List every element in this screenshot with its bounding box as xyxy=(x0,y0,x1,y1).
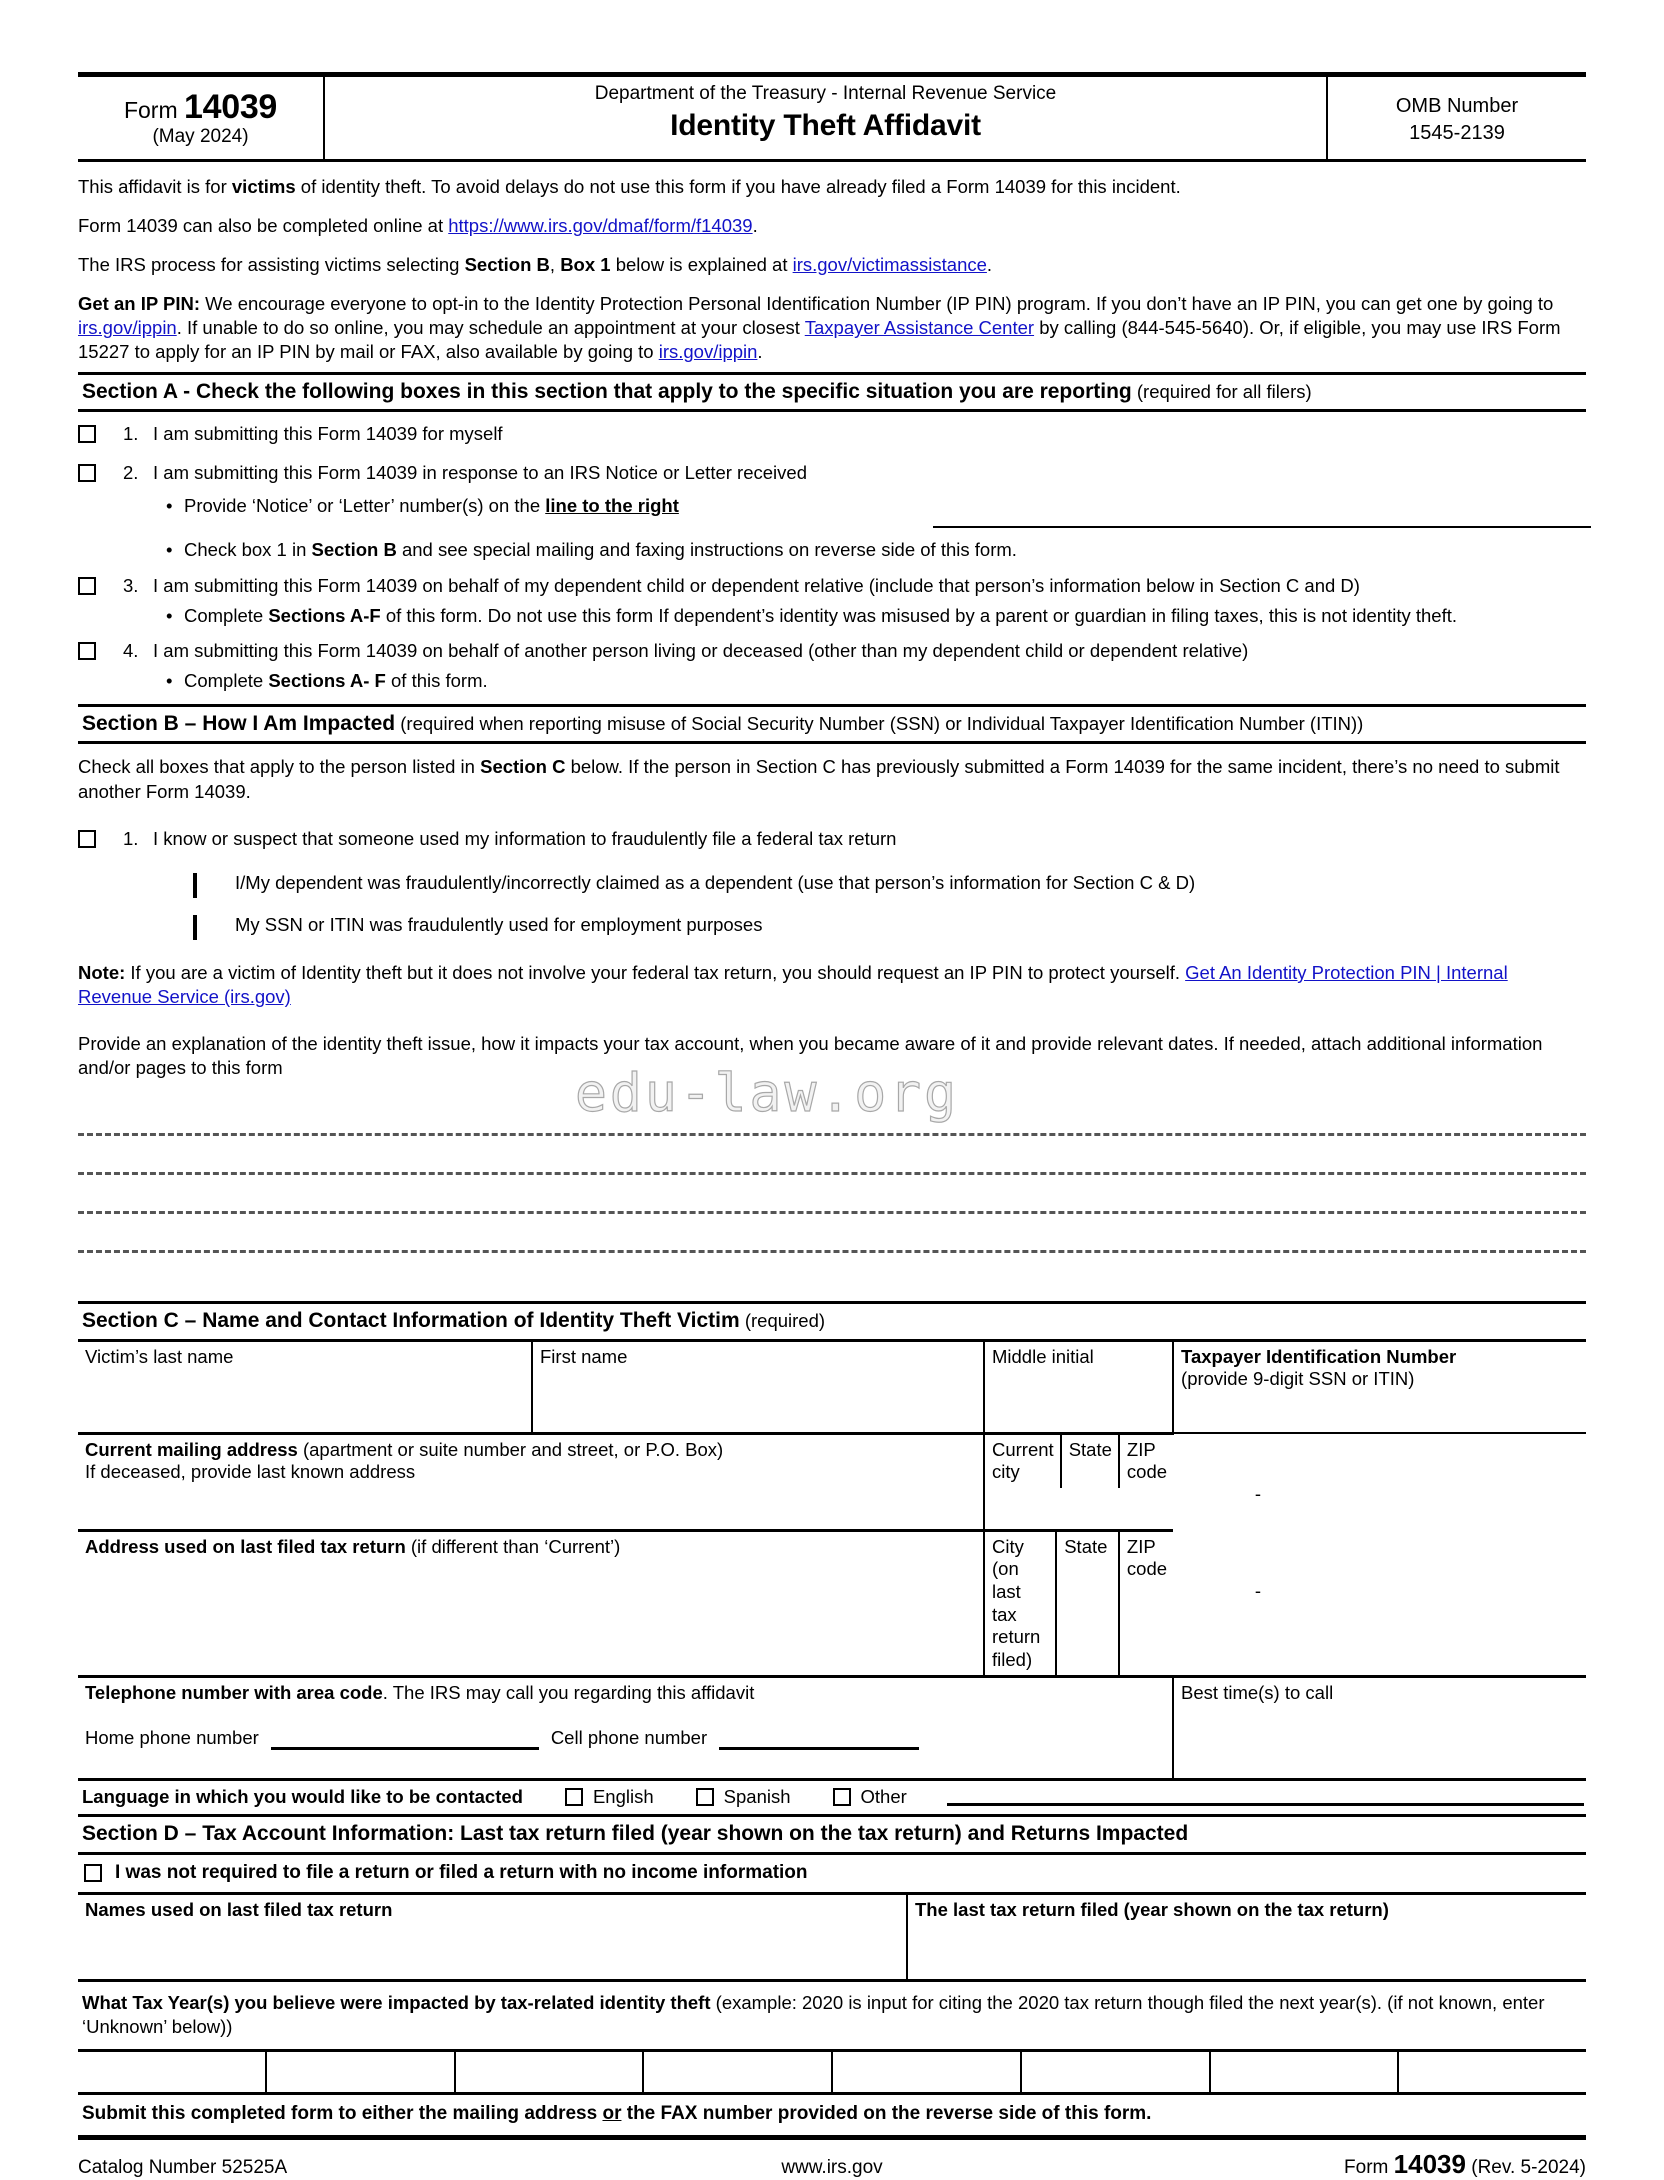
table-row-name xyxy=(78,1340,1586,1433)
section-b-sub-2[interactable] xyxy=(193,914,1586,939)
intro-p3-c: , xyxy=(549,254,561,276)
language-other-input[interactable] xyxy=(947,1788,1584,1806)
language-option-english[interactable] xyxy=(565,1786,654,1808)
tax-years-label: What Tax Year(s) you believe were impacted by tax-related identity theft xyxy=(82,1992,711,2014)
checkbox-language-spanish[interactable] xyxy=(696,1788,714,1806)
section-d-title: Section D – Tax Account Information: Last tax return filed (year shown on the tax return) and Returns Impacted xyxy=(82,1822,1189,1846)
section-c-title: Section C – Name and Contact Information of Identity Theft Victim xyxy=(82,1308,740,1332)
tax-year-grid xyxy=(78,2049,1586,2095)
section-a-title: Section A - Check the following boxes in this section that apply to the specific situation you are reporting xyxy=(82,380,1132,404)
section-b-item-1-number: 1. xyxy=(123,828,139,850)
section-a-item-1[interactable] xyxy=(78,422,1586,446)
checkbox-b-employment[interactable] xyxy=(193,915,197,940)
cell-first-name[interactable] xyxy=(532,1340,984,1433)
checkbox-a1[interactable] xyxy=(78,425,96,443)
section-b-subtitle: (required when reporting misuse of Social Security Number (SSN) or Individual Taxpayer Identification Number (ITIN)) xyxy=(395,713,1364,735)
tax-years-sublabel: (example: 2020 is input for citing the 2020 tax return though filed the next year(s). (if not known, enter ‘Unknown’ below)) xyxy=(82,1992,1545,2038)
bullet-3a-post: of this form. Do not use this form If dependent’s identity was misused by a parent or guardian in filing taxes, this is not identity theft. xyxy=(380,604,1458,626)
checkbox-a1-wrap[interactable] xyxy=(78,422,123,443)
cell-telephone xyxy=(78,1677,1173,1780)
intro-paragraph-3 xyxy=(78,253,1586,277)
section-a-banner xyxy=(78,372,1586,412)
ippin-link-2[interactable]: irs.gov/ippin xyxy=(658,341,758,363)
intro-p2-a: Form 14039 can also be completed online at xyxy=(78,215,449,237)
section-a-item-2-label: I am submitting this Form 14039 in response to an IRS Notice or Letter received xyxy=(153,461,807,483)
tin-label: Taxpayer Identification Number xyxy=(1181,1345,1457,1367)
cell-last-zip[interactable] xyxy=(1119,1532,1262,1675)
last-address-label: Address used on last filed tax return xyxy=(85,1535,406,1557)
table-row-current-address xyxy=(78,1433,1586,1530)
intro-p4-b: . If unable to do so online, you may schedule an appointment at your closest xyxy=(176,317,805,339)
header-department: Department of the Treasury - Internal Revenue Service xyxy=(594,83,1057,104)
section-a-bullet-2a xyxy=(166,494,1586,519)
bullet-4a-bold: Sections A- F xyxy=(268,670,386,692)
submit-post: the FAX number provided on the reverse side of this form. xyxy=(621,2103,1152,2125)
bullet-icon: • xyxy=(166,494,173,516)
tax-year-cell-6[interactable] xyxy=(1022,2052,1211,2092)
cell-city-state-zip-group xyxy=(984,1433,1262,1530)
form-header xyxy=(78,77,1586,162)
last-city-state-zip-table xyxy=(985,1532,1262,1675)
cell-tin[interactable] xyxy=(1173,1340,1586,1433)
section-a-item-4[interactable] xyxy=(78,639,1586,663)
section-b-item-1[interactable] xyxy=(78,827,1586,851)
section-d-not-required-row[interactable] xyxy=(78,1855,1586,1895)
section-a-item-2-number: 2. xyxy=(123,461,139,483)
checkbox-a4-wrap[interactable] xyxy=(78,639,123,660)
cell-phone-input[interactable] xyxy=(719,1727,919,1750)
cell-last-state[interactable] xyxy=(1056,1532,1119,1675)
cell-last-city-state-zip-group xyxy=(984,1530,1262,1676)
section-a-body xyxy=(78,412,1586,694)
bullet-2b-post: and see special mailing and faxing instructions on reverse side of this form. xyxy=(396,539,1017,561)
cell-last-return-filed[interactable] xyxy=(907,1895,1586,1981)
site-watermark: edu-law.org xyxy=(575,1063,959,1124)
checkbox-not-required-to-file[interactable] xyxy=(84,1864,102,1882)
notice-number-input-line[interactable] xyxy=(933,526,1591,528)
section-b-sub-2-label: My SSN or ITIN was fraudulently used for employment purposes xyxy=(235,914,763,936)
intro-block xyxy=(78,162,1586,364)
cell-last-filed-address[interactable] xyxy=(78,1530,984,1676)
explain-spacer xyxy=(78,1081,1586,1133)
bullet-2a-bold: line to the right xyxy=(545,494,679,516)
section-a-item-4-label: I am submitting this Form 14039 on behalf of another person living or deceased (other than my dependent child or dependent relative) xyxy=(153,640,1249,662)
current-state-label: State xyxy=(1068,1438,1112,1460)
first-name-label: First name xyxy=(540,1345,628,1367)
current-zip-label: ZIP code xyxy=(1126,1438,1168,1483)
names-used-label: Names used on last filed tax return xyxy=(85,1899,393,1921)
victim-last-name-label: Victim’s last name xyxy=(85,1345,234,1367)
current-zip-dash: - xyxy=(1254,1482,1262,1504)
section-b-intro-b: below. If the person in Section C has previously submitted a Form 14039 for the same incident, there’s no need to submit another Form 14039. xyxy=(78,756,1560,802)
checkbox-b-employment-wrap[interactable] xyxy=(193,914,235,939)
last-address-sublabel: (if different than ‘Current’) xyxy=(405,1535,621,1557)
intro-p4-a: We encourage everyone to opt-in to the Identity Protection Personal Identification Number (IP PIN) program. If you don’t have an IP PIN, you can get one by going to xyxy=(200,293,1554,315)
ippin-link-1[interactable]: irs.gov/ippin xyxy=(78,317,177,339)
bullet-2a-pre: Provide ‘Notice’ or ‘Letter’ number(s) on the xyxy=(184,494,546,516)
section-a-item-3-label: I am submitting this Form 14039 on behalf of my dependent child or dependent relative (include that person’s information below in Section C and D) xyxy=(153,574,1360,596)
telephone-label: Telephone number with area code xyxy=(85,1682,383,1704)
page-title: Identity Theft Affidavit xyxy=(670,109,981,142)
table-row-phone xyxy=(78,1677,1586,1780)
form-footer xyxy=(78,2140,1586,2180)
checkbox-a2-wrap[interactable] xyxy=(78,461,123,482)
intro-paragraph-2 xyxy=(78,214,1586,238)
checkbox-b-dependent[interactable] xyxy=(193,873,197,898)
middle-initial-label: Middle initial xyxy=(992,1345,1094,1367)
intro-p4-d: . xyxy=(757,341,763,363)
last-city-label: City (on last tax return filed) xyxy=(992,1535,1041,1670)
bullet-icon: • xyxy=(166,670,173,692)
checkbox-language-english[interactable] xyxy=(565,1788,583,1806)
intro-p3-box1: Box 1 xyxy=(560,254,611,276)
bullet-2b-bold: Section B xyxy=(311,539,397,561)
language-label: Language in which you would like to be contacted xyxy=(82,1786,523,1808)
tax-year-cell-3[interactable] xyxy=(456,2052,645,2092)
section-c-table xyxy=(78,1339,1586,1781)
cell-current-mailing-address[interactable] xyxy=(78,1433,984,1530)
get-ip-pin-link[interactable]: Get An Identity Protection PIN | Internal Revenue Service (irs.gov) xyxy=(78,962,1508,1008)
intro-p3-a: The IRS process for assisting victims selecting xyxy=(78,254,465,276)
header-revision-date: (May 2024) xyxy=(152,126,249,148)
section-b-intro-a: Check all boxes that apply to the person listed in xyxy=(78,756,481,778)
intro-p2-b: . xyxy=(752,215,758,237)
telephone-sublabel: . The IRS may call you regarding this affidavit xyxy=(382,1682,755,1704)
section-b-note xyxy=(78,961,1586,1010)
intro-p3-sectionb: Section B xyxy=(464,254,550,276)
section-a-item-1-number: 1. xyxy=(123,423,139,445)
checkbox-b-dependent-wrap[interactable] xyxy=(193,872,235,897)
header-form-id xyxy=(78,77,325,159)
intro-p1-c: of identity theft. To avoid delays do not use this form if you have already filed a Form 14039 for this incident. xyxy=(295,176,1181,197)
cell-current-city[interactable] xyxy=(985,1435,1061,1488)
section-c-subtitle: (required) xyxy=(739,1309,826,1331)
tax-years-instructions xyxy=(78,1982,1586,2049)
checkbox-language-other[interactable] xyxy=(833,1788,851,1806)
section-b-banner xyxy=(78,704,1586,744)
intro-p3-f: . xyxy=(986,254,993,276)
section-b-explain-instructions: Provide an explanation of the identity theft issue, how it impacts your tax account, when you became aware of it and provide relevant dates. If needed, attach additional information and/or pages to this form xyxy=(78,1032,1543,1079)
intro-p4-c: by calling (844-545-5640). Or, if eligible, you may use IRS Form 15227 to apply for an IP PIN by mail or FAX, also available by going to xyxy=(78,317,1561,363)
cell-last-city[interactable] xyxy=(985,1532,1056,1675)
last-zip-label: ZIP code xyxy=(1126,1535,1168,1580)
tax-year-cell-2[interactable] xyxy=(267,2052,456,2092)
tin-sublabel: (provide 9-digit SSN or ITIN) xyxy=(1181,1368,1415,1390)
section-a-item-2[interactable] xyxy=(78,461,1586,485)
section-a-item-1-label: I am submitting this Form 14039 for myself xyxy=(153,423,503,445)
section-c-banner xyxy=(78,1301,1586,1339)
footer-revision: (Rev. 5-2024) xyxy=(1465,2157,1586,2179)
tax-year-cell-4[interactable] xyxy=(644,2052,833,2092)
cell-current-zip[interactable] xyxy=(1119,1435,1262,1504)
catalog-number: Catalog Number 52525A xyxy=(78,2157,288,2179)
language-row xyxy=(78,1781,1586,1817)
submit-instructions xyxy=(78,2095,1586,2140)
bullet-2b-pre: Check box 1 in xyxy=(184,539,312,561)
language-option-other[interactable] xyxy=(833,1786,907,1808)
bullet-icon: • xyxy=(166,539,173,561)
section-b-sub-1[interactable] xyxy=(193,872,1586,897)
section-a-item-4-number: 4. xyxy=(123,640,139,662)
checkbox-b1[interactable] xyxy=(78,830,96,848)
mailing-address-deceased-note: If deceased, provide last known address xyxy=(85,1461,416,1483)
language-other-label: Other xyxy=(860,1786,907,1808)
section-d-table xyxy=(78,1895,1586,1982)
tax-year-cell-1[interactable] xyxy=(78,2052,267,2092)
header-form-number: 14039 xyxy=(184,87,278,126)
intro-p1-a: This affidavit is for xyxy=(78,176,232,197)
checkbox-a2[interactable] xyxy=(78,464,96,482)
last-zip-dash: - xyxy=(1254,1579,1262,1601)
cell-names-used[interactable] xyxy=(78,1895,907,1981)
last-state-label: State xyxy=(1064,1535,1108,1557)
checkbox-a3[interactable] xyxy=(78,577,96,595)
bullet-4a-pre: Complete xyxy=(184,670,269,692)
header-title-block xyxy=(325,77,1328,159)
notice-line-wrap xyxy=(78,526,1586,538)
intro-p1-victims: victims xyxy=(231,176,296,197)
phone-inputs-row xyxy=(85,1727,1166,1750)
intro-paragraph-ippin xyxy=(78,292,1586,364)
cell-victim-last-name[interactable] xyxy=(78,1340,532,1433)
tax-year-cell-7[interactable] xyxy=(1211,2052,1400,2092)
cell-middle-initial[interactable] xyxy=(984,1340,1173,1433)
section-b-title: Section B – How I Am Impacted xyxy=(82,712,396,736)
current-city-label: Current city xyxy=(992,1438,1054,1483)
section-b-intro xyxy=(78,755,1586,804)
note-label: Note: xyxy=(78,962,126,984)
header-omb-block xyxy=(1328,77,1586,159)
mailing-address-sublabel: (apartment or suite number and street, or P.O. Box) xyxy=(297,1438,724,1460)
checkbox-b1-wrap[interactable] xyxy=(78,827,123,848)
checkbox-a4[interactable] xyxy=(78,642,96,660)
tax-year-cell-5[interactable] xyxy=(833,2052,1022,2092)
submit-pre: Submit this completed form to either the mailing address xyxy=(82,2103,603,2125)
omb-number: 1545-2139 xyxy=(1409,122,1505,144)
tax-year-cell-8[interactable] xyxy=(1399,2052,1586,2092)
bullet-4a-post: of this form. xyxy=(385,670,488,692)
section-b-item-1-label: I know or suspect that someone used my information to fraudulently file a federal tax return xyxy=(153,828,897,850)
checkbox-a3-wrap[interactable] xyxy=(78,574,123,595)
header-form-label: Form xyxy=(123,96,178,123)
home-phone-input[interactable] xyxy=(271,1727,539,1750)
bullet-3a-bold: Sections A-F xyxy=(268,604,381,626)
cell-phone-label: Cell phone number xyxy=(550,1727,708,1749)
intro-p3-e: below is explained at xyxy=(610,254,793,276)
language-spanish-label: Spanish xyxy=(723,1786,791,1808)
submit-or: or xyxy=(602,2103,622,2125)
get-ip-pin-label: Get an IP PIN: xyxy=(78,293,200,315)
section-a-bullet-3a xyxy=(166,604,1586,629)
bullet-icon: • xyxy=(166,604,173,626)
last-return-filed-label: The last tax return filed (year shown on the tax return) xyxy=(915,1899,1389,1921)
city-state-zip-table xyxy=(985,1435,1262,1504)
home-phone-label: Home phone number xyxy=(85,1727,259,1749)
online-form-link[interactable]: https://www.irs.gov/dmaf/form/f14039 xyxy=(448,215,753,237)
section-a-subtitle: (required for all filers) xyxy=(1131,381,1312,403)
cell-current-state[interactable] xyxy=(1061,1435,1119,1488)
section-a-item-3-number: 3. xyxy=(123,574,139,596)
section-b-sub-1-label: I/My dependent was fraudulently/incorrectly claimed as a dependent (use that person’s information for Section C & D) xyxy=(235,872,1196,894)
taxpayer-assistance-center-link[interactable]: Taxpayer Assistance Center xyxy=(804,317,1035,339)
section-a-bullet-4a xyxy=(166,669,1586,694)
language-option-spanish[interactable] xyxy=(696,1786,791,1808)
form-content xyxy=(78,72,1586,2180)
cell-best-time-to-call[interactable] xyxy=(1173,1677,1586,1780)
table-row-last-address xyxy=(78,1530,1586,1676)
mailing-address-label: Current mailing address xyxy=(85,1438,298,1460)
bullet-3a-pre: Complete xyxy=(184,604,269,626)
table-row-names-and-return xyxy=(78,1895,1586,1981)
note-text: If you are a victim of Identity theft but it does not involve your federal tax return, you should request an IP PIN to protect yourself. xyxy=(125,962,1186,984)
victim-assistance-link[interactable]: irs.gov/victimassistance xyxy=(792,254,987,276)
section-b-body xyxy=(78,755,1586,1252)
section-a-bullet-2b xyxy=(166,538,1586,563)
section-d-banner xyxy=(78,1817,1586,1855)
footer-form-number: 14039 xyxy=(1393,2149,1466,2180)
intro-paragraph-1 xyxy=(78,175,1586,199)
best-time-label: Best time(s) to call xyxy=(1181,1682,1334,1704)
language-english-label: English xyxy=(592,1786,654,1808)
footer-form-label: Form xyxy=(1344,2157,1389,2179)
not-required-to-file-label: I was not required to file a return or filed a return with no income information xyxy=(115,1862,808,1884)
section-a-item-3[interactable] xyxy=(78,574,1586,598)
omb-label: OMB Number xyxy=(1395,95,1519,117)
section-b-intro-bold: Section C xyxy=(480,756,566,778)
irs-website: www.irs.gov xyxy=(781,2157,883,2179)
